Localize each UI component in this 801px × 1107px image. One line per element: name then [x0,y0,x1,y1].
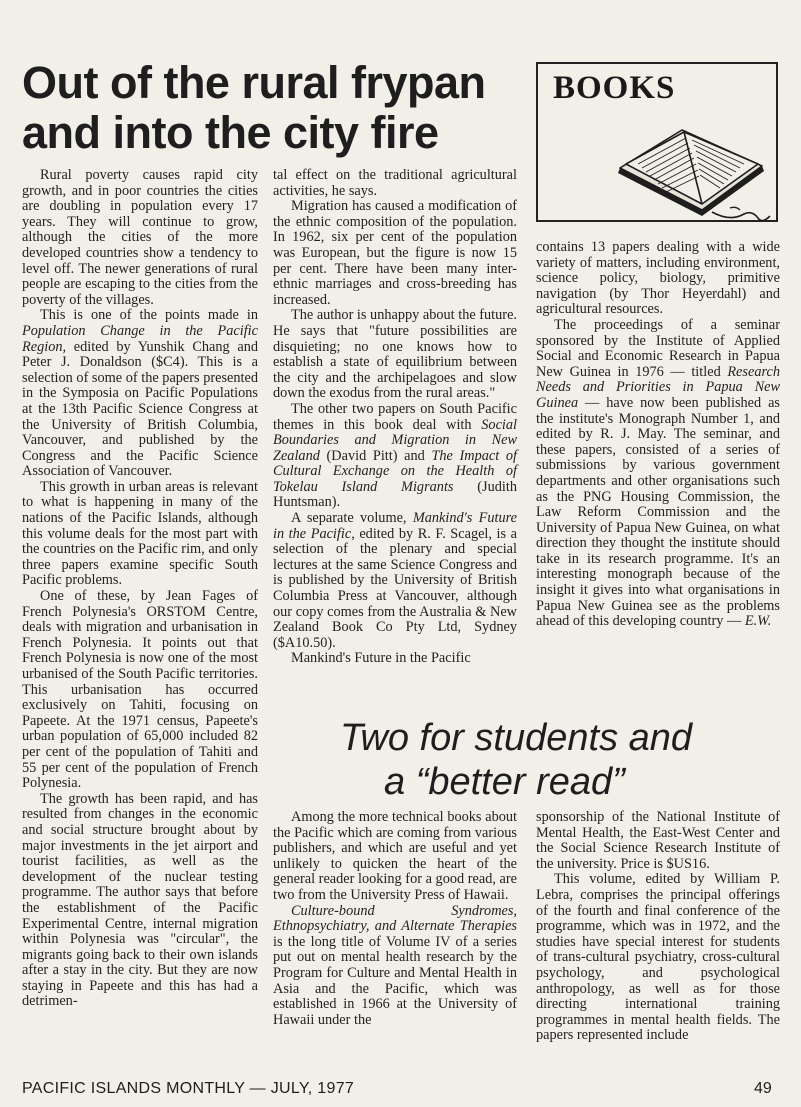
article-column-3 [536,240,780,630]
article-column-2 [273,168,517,667]
paragraph: The proceedings of a seminar sponsored by the Institute of Applied Social and Economic Research in Papua New Guinea in 1976 — titled Research Needs and Priorities in Papua New Guinea — have now been published as the institute's Monograph Number 1, and edited by R. J. May. The seminar, and these papers, consisted of a series of submissions by various government departments and other organisations such as the PNG Housing Commission, the Law Reform Commission and the University of Papua New Guinea, on what direction they thought the institute should take in its research programme. It's an interesting monograph because of the insight it gives into what organisations in Papua New Guinea see as the problems ahead of this developing country — E.W. [536,316,780,630]
article-column-4 [273,810,517,1028]
paragraph: Rural poverty causes rapid city growth, and in poor countries the cities are doubling in population every 17 years. They will continue to grow, although the cities of the more developed countries show a tendency to level off. The newer generations of rural people are escaping to the cities from the poverty of the villages. [22,167,258,308]
paragraph: Migration has caused a modification of the ethnic composition of the population. In 1962, six per cent of the population was European, but the figure is now 15 per cent. There have been many inter-ethnic marriages and cross-breeding has increased. [273,198,517,308]
magazine-masthead-footer: PACIFIC ISLANDS MONTHLY — JULY, 1977 [22,1080,355,1097]
page-number: 49 [754,1080,772,1097]
paragraph: The author is unhappy about the future. He says that "future possibilities are disquieting; no one knows how to establish a state of equilibrium between the city and the archipelagoes and slow down the exodus from the rural areas." [273,307,517,402]
paragraph: Mankind's Future in the Pacific [291,650,471,667]
paragraph: contains 13 papers dealing with a wide variety of matters, including environment, science policy, biology, primitive navigation (by Thor Heyerdahl) and agricultural resources. [536,239,780,318]
paragraph: A separate volume, Mankind's Future in the Pacific, edited by R. F. Scagel, is a selection of the plenary and special lectures at the same Science Congress and is published by the University of British Columbia Press at Vancouver, although our copy comes from the Australia & New Zealand Book Co Pty Ltd, Sydney ($A10.50). [273,510,517,651]
article-column-1 [22,168,258,1010]
author-initials: E.W. [744,613,772,630]
article-column-5 [536,810,780,1044]
paragraph: This growth in urban areas is relevant to what is happening in many of the nations of the Pacific Islands, although this volume deals for the most part with the countries on the Pacific rim, and only three papers examine specific South Pacific problems. [22,478,258,589]
book-title: Culture-bound Syndromes, Ethnopsychiatry, and Alternate Therapies [273,902,517,935]
book-title: The Impact of Cultural Exchange on the Health of Tokelau Island Migrants [273,447,518,495]
book-title: Research Needs and Priorities in Papua New Guinea [536,363,780,411]
headline-line-1: Out of the rural frypan [22,57,486,108]
book-title: Mankind's Future in the Pacific [273,510,517,542]
paragraph: This volume, edited by William P. Lebra, comprises the principal offerings of the fourth and final conference of the programme, which was in 1972, and the studies have special interest for students of trans-cultural psychiatry, cross-cultural psychology, and psychological anthropology, as well as for those directing international training programmes in mental health fields. The papers represented include [536,871,780,1044]
book-title: Social Boundaries and Migration in New Zealand [273,416,518,464]
subhead-line-2: a “better read” [384,761,625,803]
paragraph: tal effect on the traditional agricultural activities, he says. [273,167,517,199]
paragraph: Culture-bound Syndromes, Ethnopsychiatry, and Alternate Therapies is the long title of Volume IV of a series put out on mental health research by the Program for Culture and Mental Health in Asia and the Pacific, which was established in 1966 at the University of Hawaii under the [273,902,517,1028]
subhead-line-1: Two for students and [340,717,693,759]
article-headline [22,58,532,158]
paragraph: The other two papers on South Pacific themes in this book deal with Social Boundaries and Migration in New Zealand (David Pitt) and The Impact of Cultural Exchange on the Health of Tokelau Island Migrants (Judith Huntsman). [273,400,518,511]
open-book-illustration [612,112,778,228]
second-article-headline [300,716,760,804]
books-section-title: BOOKS [553,70,676,106]
paragraph: This is one of the points made in Population Change in the Pacific Region, edited by Yunshik Chang and Peter J. Donaldson ($C4). This is a selection of some of the papers presented in the Symposia on Pacific Populations at the 13th Pacific Science Congress at the University of British Columbia, Vancouver, and published by the Congress and the Pacific Science Association of Vancouver. [22,307,258,480]
paragraph: sponsorship of the National Institute of Mental Health, the East-West Center and the Social Science Research Institute of the university. Price is $US16. [536,809,780,872]
book-title: Population Change in the Pacific Region [22,322,258,355]
paragraph: Among the more technical books about the Pacific which are coming from various publishers, and which are useful and yet unlikely to quicken the heart of the general reader looking for a good read, are two from the University Press of Hawaii. [273,809,517,903]
headline-line-2: and into the city fire [22,107,439,158]
paragraph: The growth has been rapid, and has resulted from changes in the economic and social structure brought about by major investments in the jet airport and tourist facilities, as well as the development of the nuclear testing programme. The author says that before the establishment of the Pacific Experimental Centre, internal migration within Polynesia was "circular", the migrants going back to their own islands after a stay in the city. But they are now staying in Papeete and this has had a detrimen- [22,790,258,1010]
paragraph: One of these, by Jean Fages of French Polynesia's ORSTOM Centre, deals with migration and urbanisation in French Polynesia. It points out that French Polynesia is now one of the most urbanised of the South Pacific territories. This urbanisation has occurred exclusively on Tahiti, focusing on Papeete. At the 1971 census, Papeete's urban population of 65,000 included 82 per cent of the population of Tahiti and 55 per cent of the population of French Polynesia. [22,588,258,792]
